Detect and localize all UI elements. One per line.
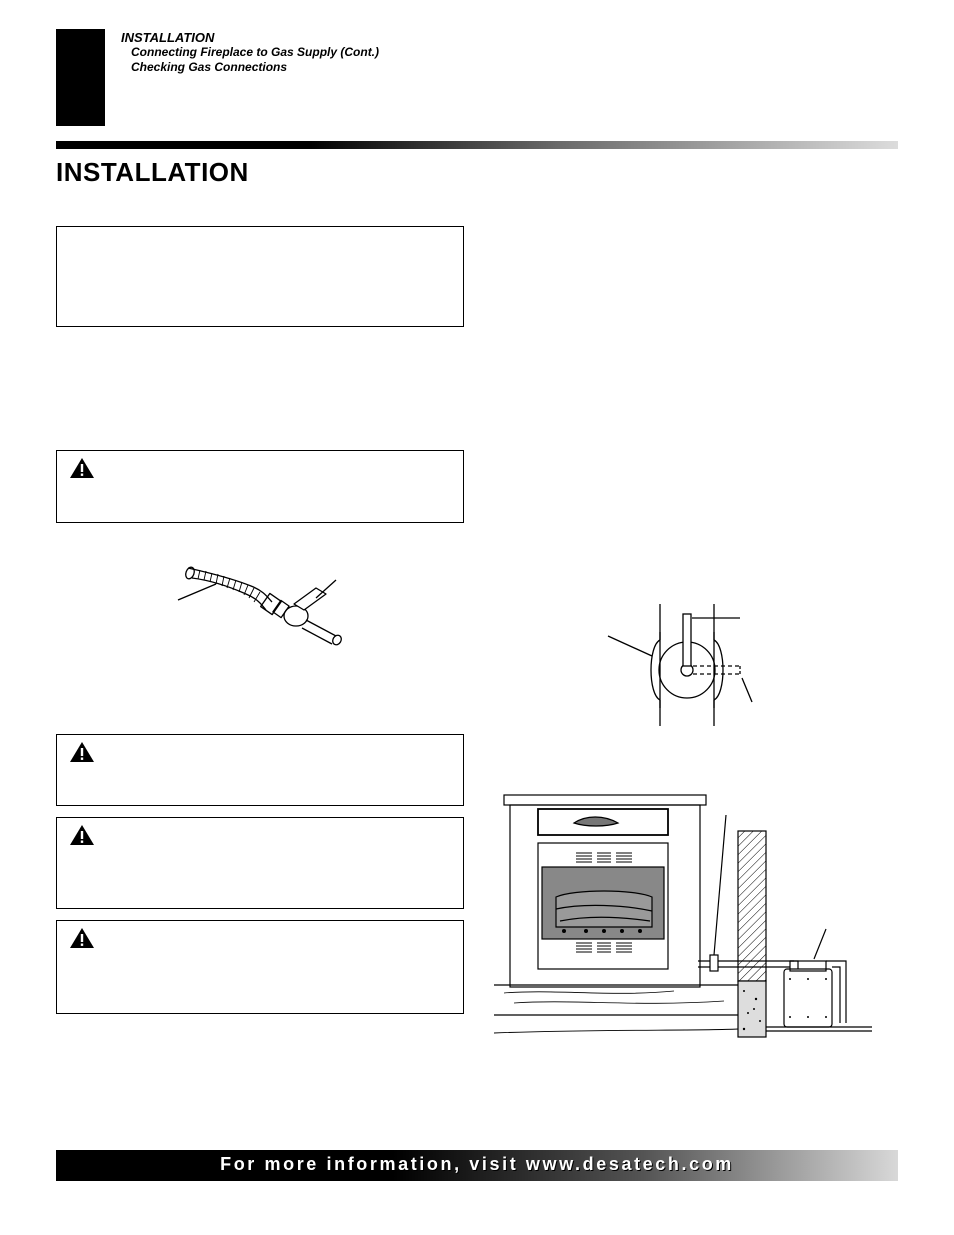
section-tab-block: [56, 29, 105, 126]
warning-triangle-icon: [69, 824, 95, 846]
header-gradient-rule: [56, 141, 898, 149]
running-header: [121, 30, 379, 75]
warning-triangle-icon: [69, 927, 95, 949]
valve-position-diagram: [600, 602, 760, 728]
footer-text: For more information, visit www.desatech.com: [220, 1154, 734, 1174]
footer-banner: [56, 1150, 898, 1181]
header-section: INSTALLATION: [121, 30, 215, 45]
warning-box-2: [56, 734, 464, 806]
warning-triangle-icon: [69, 457, 95, 479]
notice-box: [56, 226, 464, 327]
header-subsection-1: Connecting Fireplace to Gas Supply (Cont.): [131, 45, 380, 59]
warning-box-4: [56, 920, 464, 1014]
page-title: INSTALLATION: [56, 157, 249, 187]
header-subsection-2: Checking Gas Connections: [131, 60, 288, 74]
warning-box-3: [56, 817, 464, 909]
warning-box-1: [56, 450, 464, 523]
fireplace-gas-supply-diagram: [494, 793, 874, 1038]
warning-triangle-icon: [69, 741, 95, 763]
hose-valve-illustration: [176, 558, 356, 650]
